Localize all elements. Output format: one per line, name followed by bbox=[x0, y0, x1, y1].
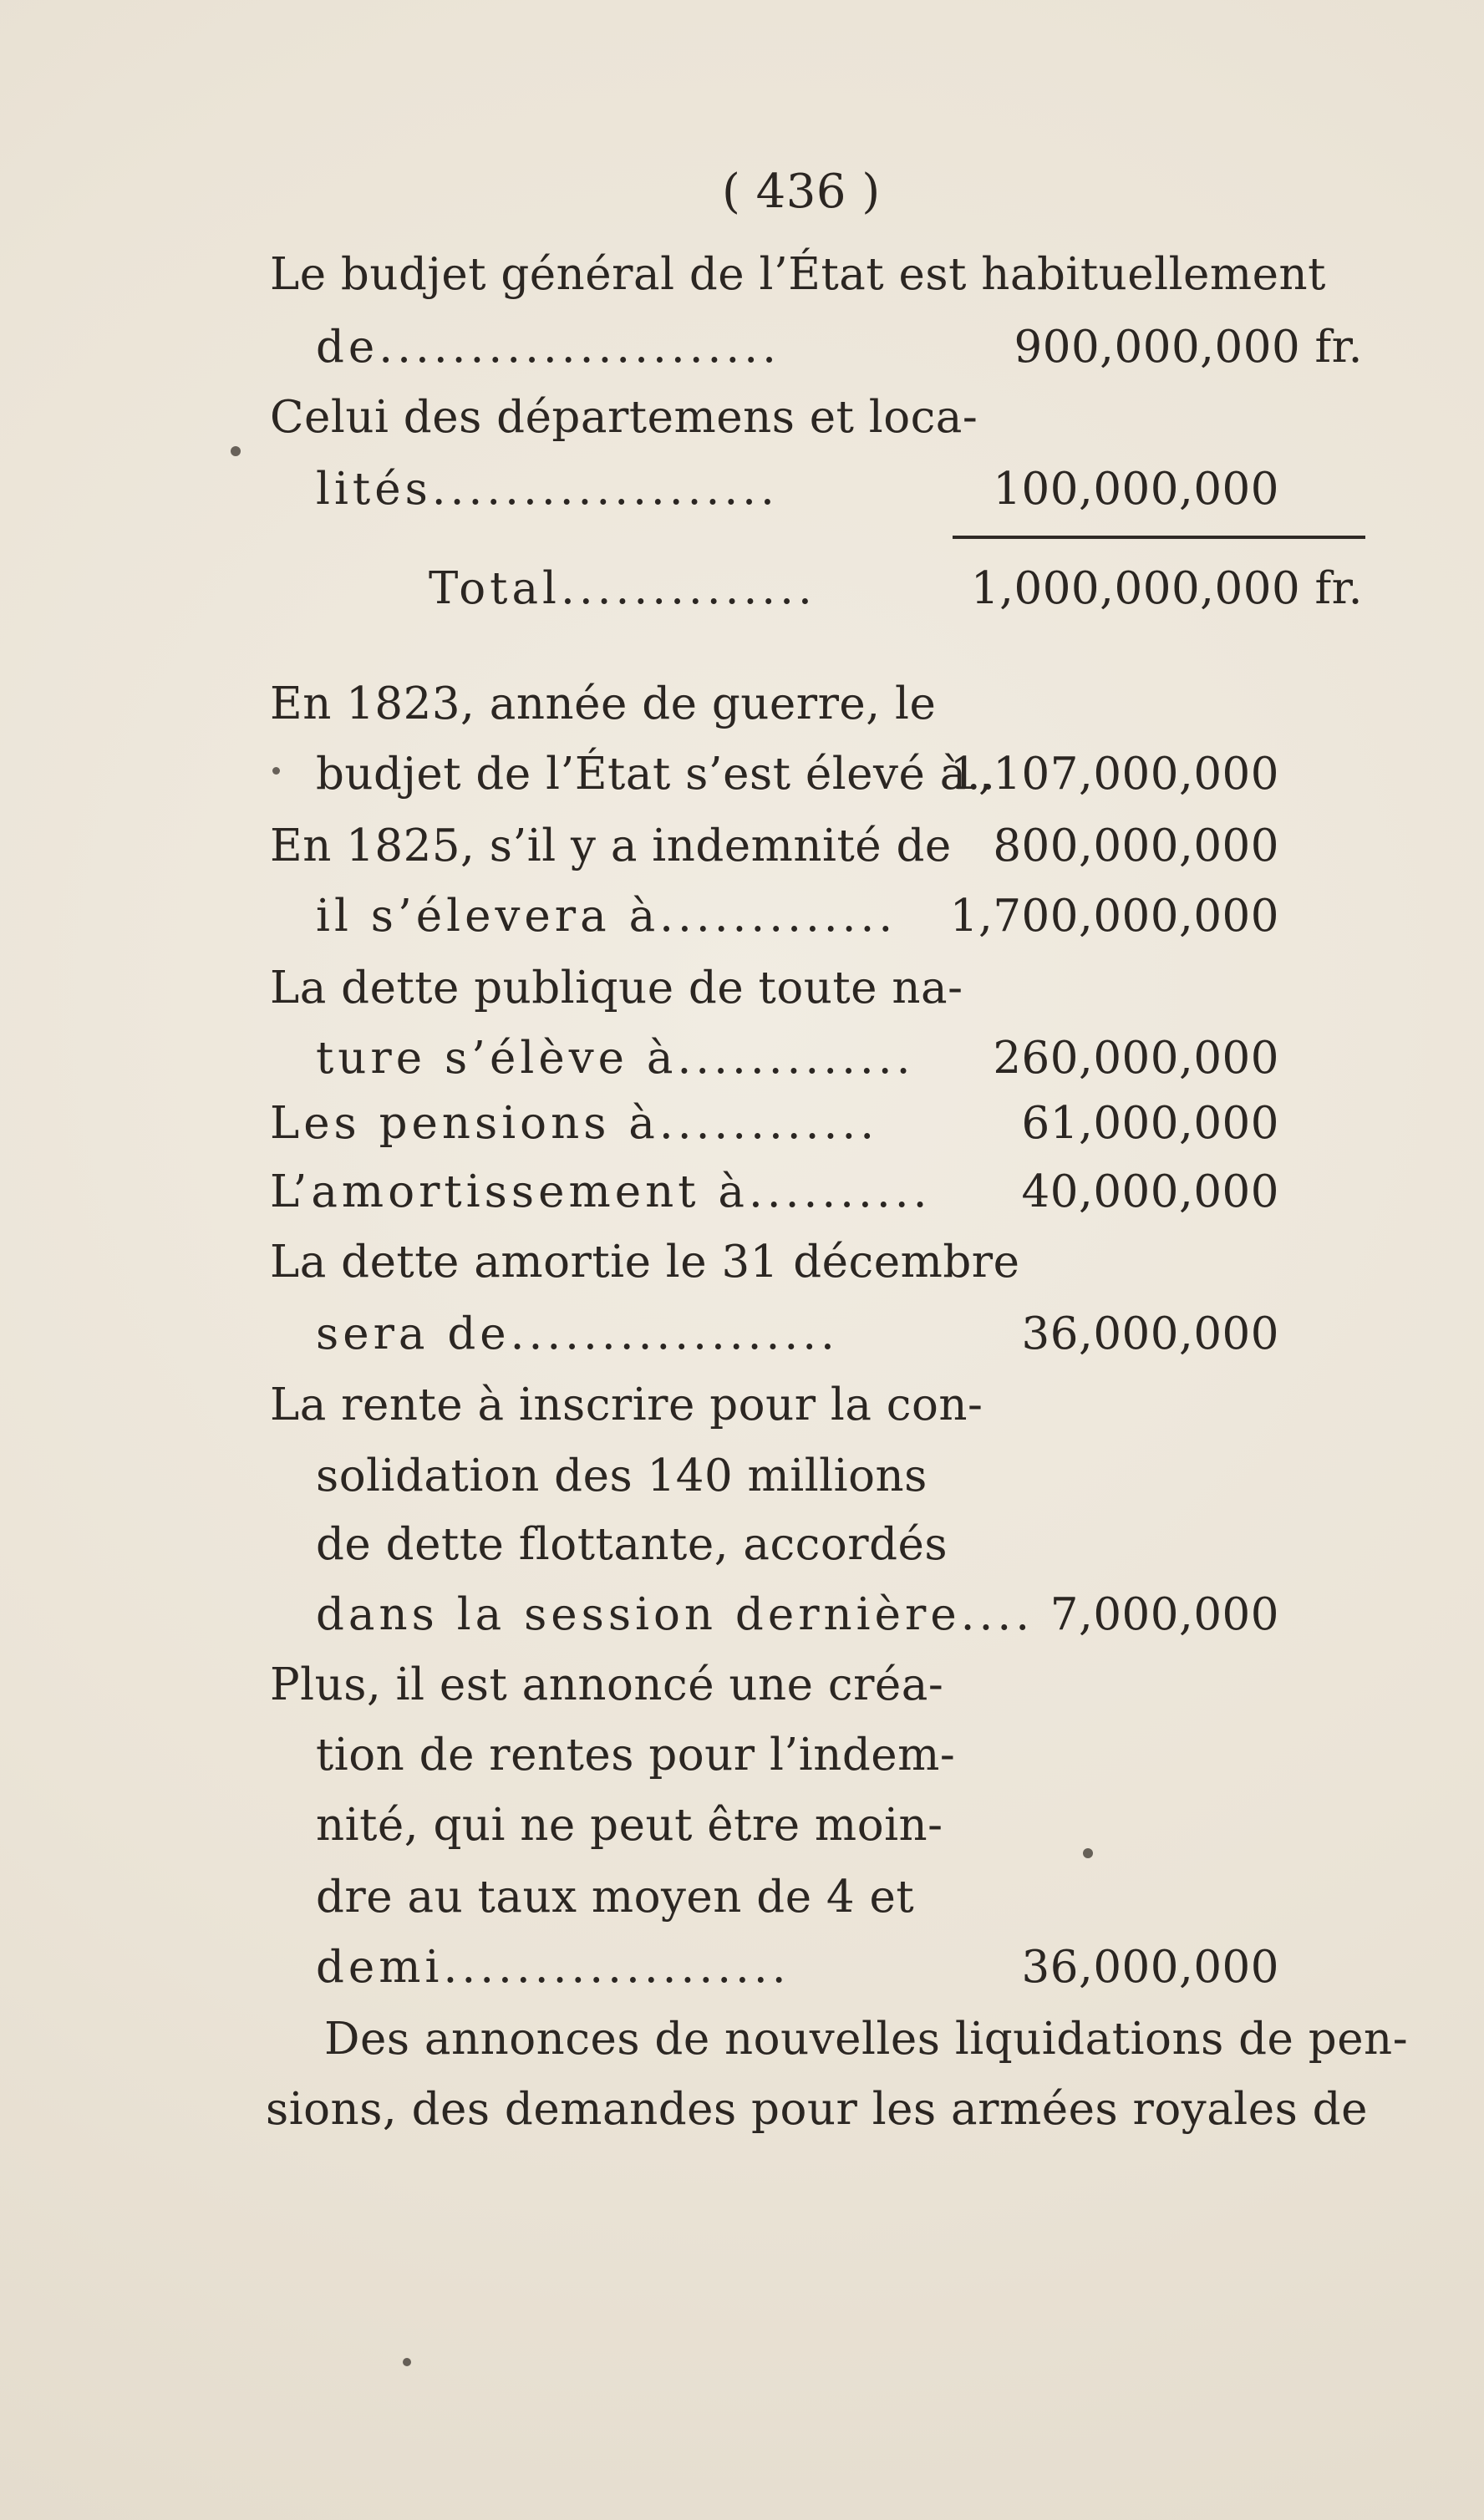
page-number: ( 436 ) bbox=[722, 165, 881, 219]
amount-value: 61,000,000 bbox=[1021, 1098, 1279, 1149]
text-line: dre au taux moyen de 4 et bbox=[316, 1872, 915, 1923]
text-line: Celui des départemens et loca- bbox=[270, 392, 978, 443]
text-line: Plus, il est annoncé une créa- bbox=[270, 1659, 944, 1710]
text-line: sions, des demandes pour les armées royales de bbox=[266, 2084, 1368, 2135]
total-label: Total.............. bbox=[429, 563, 816, 614]
text-line: tion de rentes pour l’indem- bbox=[316, 1730, 956, 1781]
text-line: il s’élevera à............. bbox=[316, 891, 897, 942]
ink-speck bbox=[1083, 1848, 1093, 1858]
amount-value: 800,000,000 bbox=[993, 821, 1279, 871]
text-line: lités................... bbox=[316, 464, 779, 515]
text-line: La dette publique de toute na- bbox=[270, 963, 963, 1014]
sum-rule bbox=[953, 536, 1365, 539]
text-line: sera de.................. bbox=[316, 1308, 839, 1359]
amount-value: 1,700,000,000 bbox=[949, 891, 1279, 942]
text-line: ture s’élève à............. bbox=[316, 1033, 915, 1084]
amount-value: 40,000,000 bbox=[1021, 1166, 1279, 1217]
amount-value: 900,000,000 fr. bbox=[1014, 322, 1363, 373]
text-line: Les pensions à............ bbox=[270, 1098, 879, 1149]
text-line: L’amortissement à.......... bbox=[270, 1166, 932, 1217]
text-line: En 1823, année de guerre, le bbox=[270, 678, 937, 729]
ink-speck bbox=[231, 446, 241, 456]
text-line: En 1825, s’il y a indemnité de bbox=[270, 821, 952, 871]
text-line: de...................... bbox=[316, 322, 780, 373]
amount-value: 7,000,000 bbox=[1049, 1589, 1279, 1640]
amount-value: 36,000,000 bbox=[1021, 1942, 1279, 1993]
amount-value: 100,000,000 bbox=[993, 464, 1279, 515]
total-value: 1,000,000,000 fr. bbox=[970, 563, 1363, 614]
text-line: dans la session dernière.... bbox=[316, 1589, 1034, 1640]
text-line: solidation des 140 millions bbox=[316, 1451, 928, 1501]
amount-value: 36,000,000 bbox=[1021, 1308, 1279, 1359]
text-line: budjet de l’État s’est élevé à.. bbox=[316, 749, 996, 800]
ink-speck bbox=[272, 767, 280, 775]
text-line: Des annonces de nouvelles liquidations de pen- bbox=[324, 2014, 1409, 2065]
text-line: Le budjet général de l’État est habituellement bbox=[270, 249, 1326, 300]
amount-value: 1,107,000,000 bbox=[949, 749, 1279, 800]
text-line: demi................... bbox=[316, 1942, 790, 1993]
ink-speck bbox=[403, 2358, 411, 2366]
amount-value: 260,000,000 bbox=[993, 1033, 1279, 1084]
text-line: La dette amortie le 31 décembre bbox=[270, 1237, 1020, 1288]
text-line: La rente à inscrire pour la con- bbox=[270, 1379, 983, 1430]
text-line: de dette flottante, accordés bbox=[316, 1519, 948, 1570]
text-line: nité, qui ne peut être moin- bbox=[316, 1800, 943, 1851]
